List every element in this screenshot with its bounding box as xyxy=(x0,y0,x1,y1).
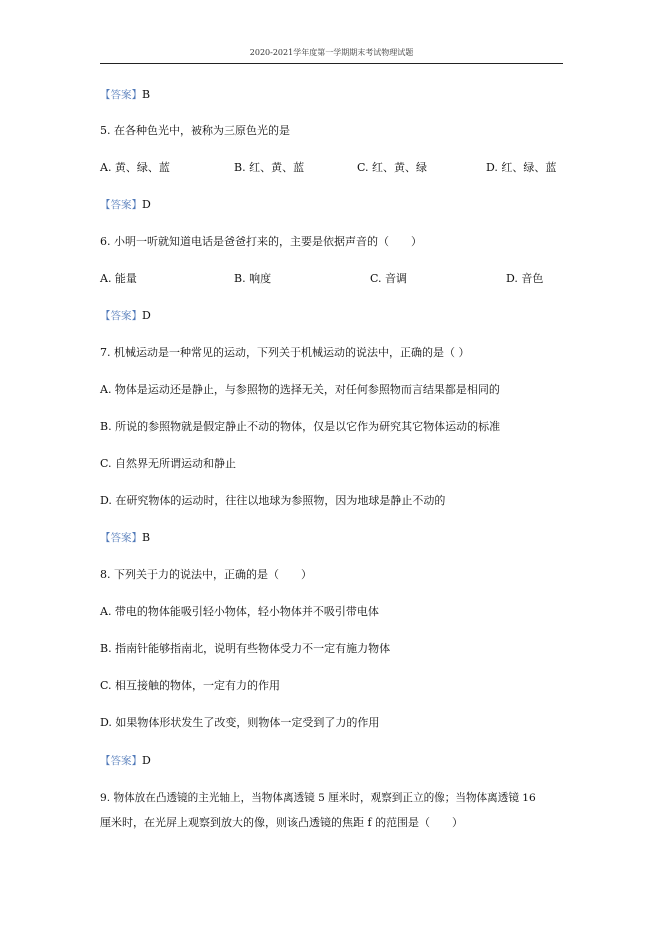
question-8-option-a: A. 带电的物体能吸引轻小物体，轻小物体并不吸引带电体 xyxy=(100,605,379,618)
answer-label: 【答案】 xyxy=(100,89,142,101)
question-6-stem: 6. 小明一听就知道电话是爸爸打来的，主要是依据声音的（ ） xyxy=(100,235,422,248)
question-7-option-b: B. 所说的参照物就是假定静止不动的物体，仅是以它作为研究其它物体运动的标准 xyxy=(100,420,501,433)
question-5-stem: 5. 在各种色光中，被称为三原色光的是 xyxy=(100,124,290,137)
answer-value: D xyxy=(142,754,151,767)
question-8-stem: 8. 下列关于力的说法中，正确的是（ ） xyxy=(100,568,312,581)
header-divider xyxy=(100,63,563,64)
question-7-option-c: C. 自然界无所谓运动和静止 xyxy=(100,457,237,470)
answer-label: 【答案】 xyxy=(100,755,142,767)
answer-value: D xyxy=(142,198,151,211)
answer-value: B xyxy=(142,88,151,101)
question-8-option-c: C. 相互接触的物体，一定有力的作用 xyxy=(100,679,281,692)
page-header: 2020-2021学年度第一学期期末考试物理试题 xyxy=(249,48,414,57)
answer-label: 【答案】 xyxy=(100,310,142,322)
question-7-option-d: D. 在研究物体的运动时，往往以地球为参照物，因为地球是静止不动的 xyxy=(100,494,446,507)
question-9-stem-line-1: 9. 物体放在凸透镜的主光轴上，当物体离透镜 5 厘米时，观察到正立的像；当物体离透镜 16 xyxy=(100,792,536,804)
option-c: C. 红、黄、绿 xyxy=(357,161,428,174)
answer-value: B xyxy=(142,531,151,544)
option-a: A. 能量 xyxy=(100,272,137,285)
question-5-options xyxy=(100,161,563,175)
question-7-stem: 7. 机械运动是一种常见的运动，下列关于机械运动的说法中，正确的是（ ） xyxy=(100,346,470,359)
question-9-stem-line-2: 厘米时，在光屏上观察到放大的像，则该凸透镜的焦距 f 的范围是（ ） xyxy=(100,816,464,829)
answer-q8 xyxy=(100,754,151,768)
answer-label: 【答案】 xyxy=(100,532,142,544)
answer-q7 xyxy=(100,531,150,545)
answer-q6 xyxy=(100,309,151,323)
question-6-options xyxy=(100,272,563,286)
option-b: B. 红、黄、蓝 xyxy=(234,161,305,174)
option-c: C. 音调 xyxy=(370,272,408,285)
question-8-option-b: B. 指南针能够指南北，说明有些物体受力不一定有施力物体 xyxy=(100,642,391,655)
answer-value: D xyxy=(142,309,151,322)
question-7-option-a: A. 物体是运动还是静止，与参照物的选择无关，对任何参照物而言结果都是相同的 xyxy=(100,383,500,396)
option-d: D. 音色 xyxy=(506,272,544,285)
answer-q4 xyxy=(100,88,150,102)
option-d: D. 红、绿、蓝 xyxy=(486,161,557,174)
option-b: B. 响度 xyxy=(234,272,272,285)
option-a: A. 黄、绿、蓝 xyxy=(100,161,170,174)
question-8-option-d: D. 如果物体形状发生了改变，则物体一定受到了力的作用 xyxy=(100,716,380,729)
answer-q5 xyxy=(100,198,151,212)
answer-label: 【答案】 xyxy=(100,199,142,211)
